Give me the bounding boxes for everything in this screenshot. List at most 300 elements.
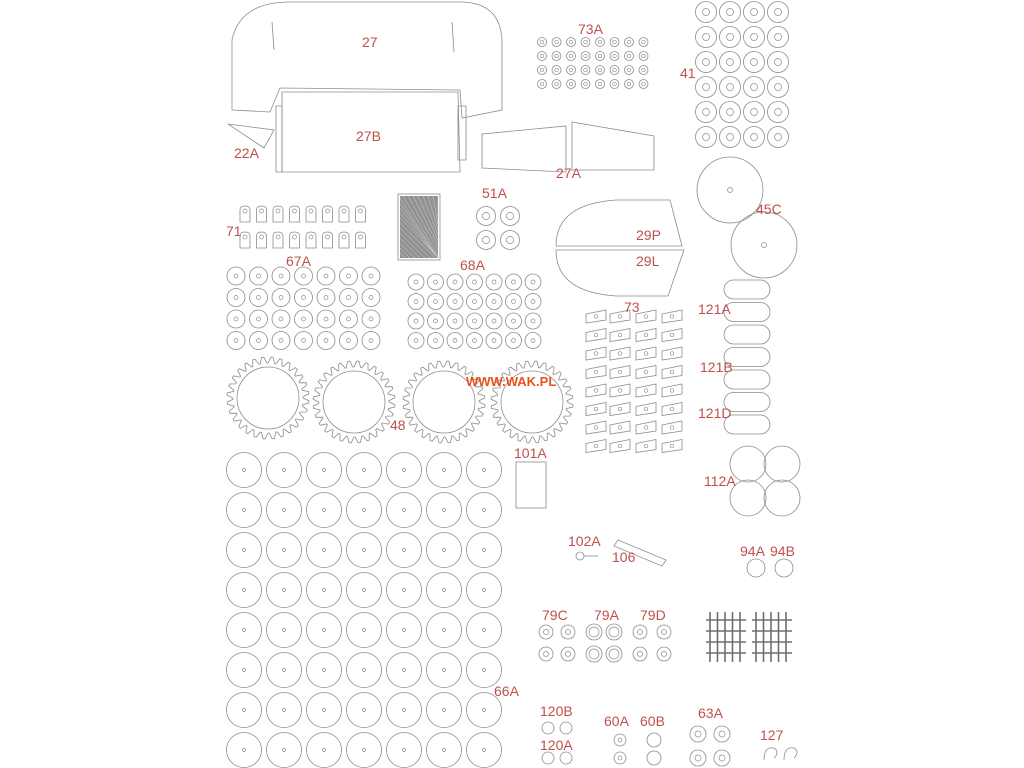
ring-73A: [552, 66, 561, 75]
tab-73: [586, 347, 606, 360]
tab-73-hole: [644, 389, 648, 393]
ring-73A-hole: [627, 40, 631, 44]
tab-73: [636, 366, 656, 379]
wheel-66A: [227, 453, 262, 488]
part-68A-rings: [408, 274, 541, 349]
tab-73: [586, 403, 606, 416]
wheel-66A-hole: [323, 749, 326, 752]
ring-67A: [272, 310, 290, 328]
ring-41: [696, 102, 717, 123]
tab-73-hole: [618, 370, 622, 374]
tab-73-hole: [670, 370, 674, 374]
ring-68A: [447, 313, 463, 329]
ring-73A-hole: [540, 40, 544, 44]
ring-41-hole: [775, 84, 782, 91]
ring-41: [720, 2, 741, 23]
ring-67A-hole: [279, 339, 283, 343]
wheel-66A-hole: [323, 669, 326, 672]
ring-67A-hole: [257, 274, 261, 278]
ring-41-hole: [751, 34, 758, 41]
ring-68A-hole: [453, 280, 457, 284]
ring-73A-hole: [598, 40, 602, 44]
tab-73-hole: [618, 389, 622, 393]
label-73: 73: [624, 299, 640, 315]
tab-73: [662, 384, 682, 397]
ring-79: [586, 624, 602, 640]
wheel-66A-hole: [243, 669, 246, 672]
label-41: 41: [680, 65, 696, 81]
ring-79-hole: [544, 652, 549, 657]
wheel-66A: [307, 533, 342, 568]
clip-71-hole: [326, 235, 330, 239]
ring-68A-hole: [414, 280, 418, 284]
part-112A: [704, 446, 800, 516]
ring-73A-hole: [613, 82, 617, 86]
wheel-66A: [427, 653, 462, 688]
ring-41: [768, 77, 789, 98]
tab-73-hole: [618, 407, 622, 411]
ring-41-hole: [751, 109, 758, 116]
ring-67A: [227, 310, 245, 328]
wheel-66A-hole: [283, 669, 286, 672]
ring-73A-hole: [569, 54, 573, 58]
ring-67A-hole: [279, 274, 283, 278]
wheel-66A-hole: [323, 469, 326, 472]
ring-67A: [227, 332, 245, 350]
ring-41-hole: [703, 84, 710, 91]
wheel-66A-hole: [363, 669, 366, 672]
ring-67A: [227, 289, 245, 307]
ring-73A-hole: [598, 82, 602, 86]
wheel-66A: [347, 693, 382, 728]
ring-41-hole: [727, 134, 734, 141]
label-94A: 94A: [740, 543, 765, 559]
tab-73: [586, 310, 606, 323]
wheel-66A: [347, 533, 382, 568]
clip-71-hole: [293, 235, 297, 239]
clip-71-hole: [309, 235, 313, 239]
wheel-66A: [267, 533, 302, 568]
ring-79: [633, 625, 647, 639]
wheel-66A-hole: [483, 709, 486, 712]
tab-73-hole: [594, 426, 598, 430]
ring-67A: [227, 267, 245, 285]
ring-73A: [639, 52, 648, 61]
ring-67A: [295, 289, 313, 307]
clip-71: [240, 206, 250, 222]
wheel-66A: [467, 613, 502, 648]
wheel-66A: [427, 573, 462, 608]
ring-73A-hole: [569, 82, 573, 86]
ring-79-hole: [609, 627, 619, 637]
ring-68A-hole: [434, 300, 438, 304]
ring-51A: [477, 207, 496, 226]
ring-73A: [610, 38, 619, 47]
ring-41: [744, 102, 765, 123]
ring-41-hole: [703, 59, 710, 66]
ring-51A: [501, 207, 520, 226]
tab-73: [636, 347, 656, 360]
tab-73-hole: [644, 352, 648, 356]
label-73A: 73A: [578, 21, 603, 37]
ring-68A: [506, 274, 522, 290]
label-121B: 121B: [700, 359, 733, 375]
ring-67A: [272, 267, 290, 285]
ring-67A-hole: [324, 274, 328, 278]
ring-51A-hole: [507, 237, 514, 244]
wheel-66A-hole: [283, 749, 286, 752]
part-102A-106: [568, 533, 666, 566]
clip-71: [323, 206, 333, 222]
wheel-66A-hole: [363, 509, 366, 512]
label-127: 127: [760, 727, 784, 743]
ring-67A-hole: [347, 339, 351, 343]
ring-41: [768, 52, 789, 73]
ring-68A: [525, 333, 541, 349]
wheel-66A-hole: [483, 509, 486, 512]
ring-51A-hole: [483, 213, 490, 220]
ring-41-hole: [703, 134, 710, 141]
ring-67A: [317, 289, 335, 307]
label-51A: 51A: [482, 185, 507, 201]
ring-73A: [596, 52, 605, 61]
ring-67A-hole: [257, 317, 261, 321]
ring-68A: [447, 294, 463, 310]
ring-41: [696, 2, 717, 23]
wheel-66A-hole: [403, 749, 406, 752]
clip-71-hole: [359, 235, 363, 239]
wheel-66A-hole: [443, 709, 446, 712]
ring-67A-hole: [257, 296, 261, 300]
ring-41-hole: [727, 9, 734, 16]
wheel-66A-hole: [403, 549, 406, 552]
wheel-66A: [387, 653, 422, 688]
wheel-66A-hole: [243, 549, 246, 552]
wheel-66A: [387, 453, 422, 488]
ring-73A: [596, 80, 605, 89]
ring-67A-hole: [324, 317, 328, 321]
wheel-66A: [307, 573, 342, 608]
ring-67A-hole: [347, 274, 351, 278]
ring-67A-hole: [347, 317, 351, 321]
clip-71-hole: [342, 209, 346, 213]
part-mesh-plate: [398, 194, 440, 260]
ring-41-hole: [751, 84, 758, 91]
ring-73A: [567, 52, 576, 61]
tab-73: [662, 347, 682, 360]
ring-73A: [596, 66, 605, 75]
wheel-66A: [307, 733, 342, 768]
ring-79: [657, 647, 671, 661]
part-73A-rings: [538, 38, 649, 89]
part-127: [760, 727, 797, 760]
ring-41: [696, 52, 717, 73]
ring-73A-hole: [627, 54, 631, 58]
tab-73: [586, 366, 606, 379]
label-71: 71: [226, 223, 242, 239]
wheel-66A-hole: [283, 549, 286, 552]
wheel-66A-hole: [363, 629, 366, 632]
ring-67A: [362, 310, 380, 328]
tab-73-hole: [644, 315, 648, 319]
ring-68A: [467, 313, 483, 329]
sprocket-48: [313, 361, 395, 443]
ring-68A-hole: [512, 280, 516, 284]
ring-79-hole: [638, 630, 643, 635]
ring-67A: [250, 310, 268, 328]
wheel-66A-hole: [443, 749, 446, 752]
oval-121: [724, 325, 770, 344]
wheel-66A-hole: [483, 589, 486, 592]
label-120B: 120B: [540, 703, 573, 719]
ring-73A-hole: [584, 82, 588, 86]
ring-73A-hole: [642, 54, 646, 58]
tab-73: [610, 347, 630, 360]
wheel-66A-hole: [403, 669, 406, 672]
clip-71-hole: [326, 209, 330, 213]
label-48: 48: [390, 417, 406, 433]
tab-73: [610, 366, 630, 379]
ring-73A: [625, 52, 634, 61]
ring-41: [744, 2, 765, 23]
ring-73A-hole: [613, 40, 617, 44]
wheel-66A-hole: [483, 469, 486, 472]
ring-68A: [506, 333, 522, 349]
ring-67A-hole: [369, 317, 373, 321]
ring-73A-hole: [642, 68, 646, 72]
ring-73A: [639, 38, 648, 47]
ring-67A-hole: [369, 274, 373, 278]
clip-71: [257, 232, 267, 248]
wheel-66A-hole: [403, 629, 406, 632]
ring-67A: [362, 332, 380, 350]
wheel-66A: [307, 653, 342, 688]
ring-67A: [340, 267, 358, 285]
wheel-66A-hole: [283, 509, 286, 512]
part-71-clips: [240, 206, 366, 248]
ring-68A: [486, 294, 502, 310]
ring-41: [720, 52, 741, 73]
ring-68A-hole: [492, 300, 496, 304]
part-45C: [697, 157, 797, 278]
clip-71: [356, 232, 366, 248]
label-79D: 79D: [640, 607, 666, 623]
ring-68A-hole: [512, 319, 516, 323]
ring-41-hole: [727, 84, 734, 91]
label-112A: 112A: [704, 473, 736, 489]
ring-73A: [538, 52, 547, 61]
ring-73A: [639, 80, 648, 89]
ring-41-hole: [703, 109, 710, 116]
ring-68A-hole: [453, 300, 457, 304]
oval-121: [724, 303, 770, 322]
tab-73: [610, 403, 630, 416]
ring-73A: [567, 38, 576, 47]
ring-73A: [610, 80, 619, 89]
clip-71: [273, 206, 283, 222]
label-102A: 102A: [568, 533, 601, 549]
wheel-66A: [387, 693, 422, 728]
ring-79-hole: [566, 652, 571, 657]
part-41-rings: [696, 2, 789, 148]
ring-68A-hole: [414, 319, 418, 323]
ring-68A-hole: [453, 319, 457, 323]
wheel-66A: [267, 693, 302, 728]
part-27B: [276, 92, 466, 172]
wheel-66A: [387, 733, 422, 768]
ring-73A: [610, 52, 619, 61]
wheel-66A-hole: [443, 509, 446, 512]
wheel-66A: [387, 613, 422, 648]
ring-79: [606, 624, 622, 640]
label-101A: 101A: [514, 445, 547, 461]
tab-73-hole: [594, 407, 598, 411]
ring-41: [696, 127, 717, 148]
wheel-66A: [467, 533, 502, 568]
sprocket-48-inner: [237, 367, 299, 429]
wheel-66A-hole: [243, 589, 246, 592]
ring-41-hole: [727, 59, 734, 66]
label-22A: 22A: [234, 145, 259, 161]
label-68A: 68A: [460, 257, 485, 273]
wheel-66A: [307, 693, 342, 728]
ring-67A-hole: [279, 296, 283, 300]
label-27A: 27A: [556, 165, 581, 181]
ring-73A-hole: [627, 68, 631, 72]
ring-68A: [467, 274, 483, 290]
ring-73A-hole: [584, 54, 588, 58]
tab-73-hole: [670, 407, 674, 411]
wheel-66A: [467, 453, 502, 488]
ring-79: [561, 625, 575, 639]
ring-68A: [428, 313, 444, 329]
tab-73-hole: [618, 333, 622, 337]
ring-51A-hole: [507, 213, 514, 220]
ring-68A-hole: [473, 339, 477, 343]
tab-73-hole: [618, 315, 622, 319]
ring-73A: [552, 52, 561, 61]
ring-68A: [525, 313, 541, 329]
wheel-66A-hole: [323, 549, 326, 552]
wheel-66A: [227, 733, 262, 768]
wheel-66A-hole: [483, 629, 486, 632]
wheel-66A: [307, 453, 342, 488]
ring-79: [539, 647, 553, 661]
label-27B: 27B: [356, 128, 381, 144]
ring-41-hole: [751, 134, 758, 141]
ring-68A: [447, 333, 463, 349]
label-27: 27: [362, 34, 378, 50]
ring-68A-hole: [453, 339, 457, 343]
wheel-66A-hole: [403, 509, 406, 512]
ring-68A: [408, 294, 424, 310]
ring-41: [720, 27, 741, 48]
clip-71: [257, 206, 267, 222]
clip-71: [306, 206, 316, 222]
wheel-66A-hole: [403, 469, 406, 472]
wheel-66A: [267, 733, 302, 768]
ring-41: [696, 77, 717, 98]
clip-71-hole: [359, 209, 363, 213]
wheel-66A: [427, 453, 462, 488]
ring-68A: [525, 294, 541, 310]
ring-79-hole: [544, 630, 549, 635]
ring-51A-hole: [483, 237, 490, 244]
ring-68A-hole: [434, 339, 438, 343]
ring-41-hole: [751, 59, 758, 66]
wheel-66A-hole: [443, 589, 446, 592]
wheel-66A-hole: [323, 589, 326, 592]
ring-67A: [295, 310, 313, 328]
ring-68A-hole: [434, 280, 438, 284]
tab-73-hole: [644, 370, 648, 374]
ring-68A-hole: [531, 319, 535, 323]
wheel-66A: [227, 533, 262, 568]
ring-73A: [552, 38, 561, 47]
ring-41: [720, 102, 741, 123]
wheel-66A: [347, 453, 382, 488]
tab-73-hole: [644, 426, 648, 430]
wheel-66A-hole: [443, 629, 446, 632]
tab-73: [610, 384, 630, 397]
clip-71: [290, 206, 300, 222]
wheel-66A-hole: [243, 509, 246, 512]
part-29: [556, 200, 684, 296]
ring-67A: [272, 332, 290, 350]
ring-67A: [340, 289, 358, 307]
ring-41-hole: [727, 109, 734, 116]
ring-73A-hole: [569, 68, 573, 72]
ring-68A-hole: [414, 300, 418, 304]
wheel-66A: [427, 613, 462, 648]
wheel-66A-hole: [403, 589, 406, 592]
ring-67A: [362, 267, 380, 285]
tab-73: [610, 329, 630, 342]
tab-73: [636, 384, 656, 397]
clip-71: [306, 232, 316, 248]
part-79-rings: [539, 624, 671, 662]
ring-68A: [408, 333, 424, 349]
ring-73A: [596, 38, 605, 47]
ring-67A-hole: [257, 339, 261, 343]
wheel-66A-hole: [283, 629, 286, 632]
wheel-66A-hole: [363, 749, 366, 752]
ring-73A-hole: [627, 82, 631, 86]
label-79A: 79A: [594, 607, 619, 623]
tab-73-hole: [618, 426, 622, 430]
ring-73A: [625, 80, 634, 89]
ring-67A: [250, 289, 268, 307]
ring-41: [720, 127, 741, 148]
ring-73A-hole: [584, 40, 588, 44]
part-101A: [514, 445, 547, 508]
wheel-66A: [427, 733, 462, 768]
tab-73-hole: [594, 352, 598, 356]
tab-73-hole: [594, 333, 598, 337]
wheel-66A: [467, 493, 502, 528]
wheel-66A: [427, 493, 462, 528]
clip-71-hole: [243, 209, 247, 213]
ring-68A: [428, 274, 444, 290]
ring-67A-hole: [302, 274, 306, 278]
ring-41-hole: [775, 109, 782, 116]
label-120A: 120A: [540, 737, 573, 753]
label-45C: 45C: [756, 201, 782, 217]
clip-71-hole: [293, 209, 297, 213]
wheel-66A: [467, 733, 502, 768]
ring-67A: [340, 332, 358, 350]
wheel-66A: [347, 733, 382, 768]
